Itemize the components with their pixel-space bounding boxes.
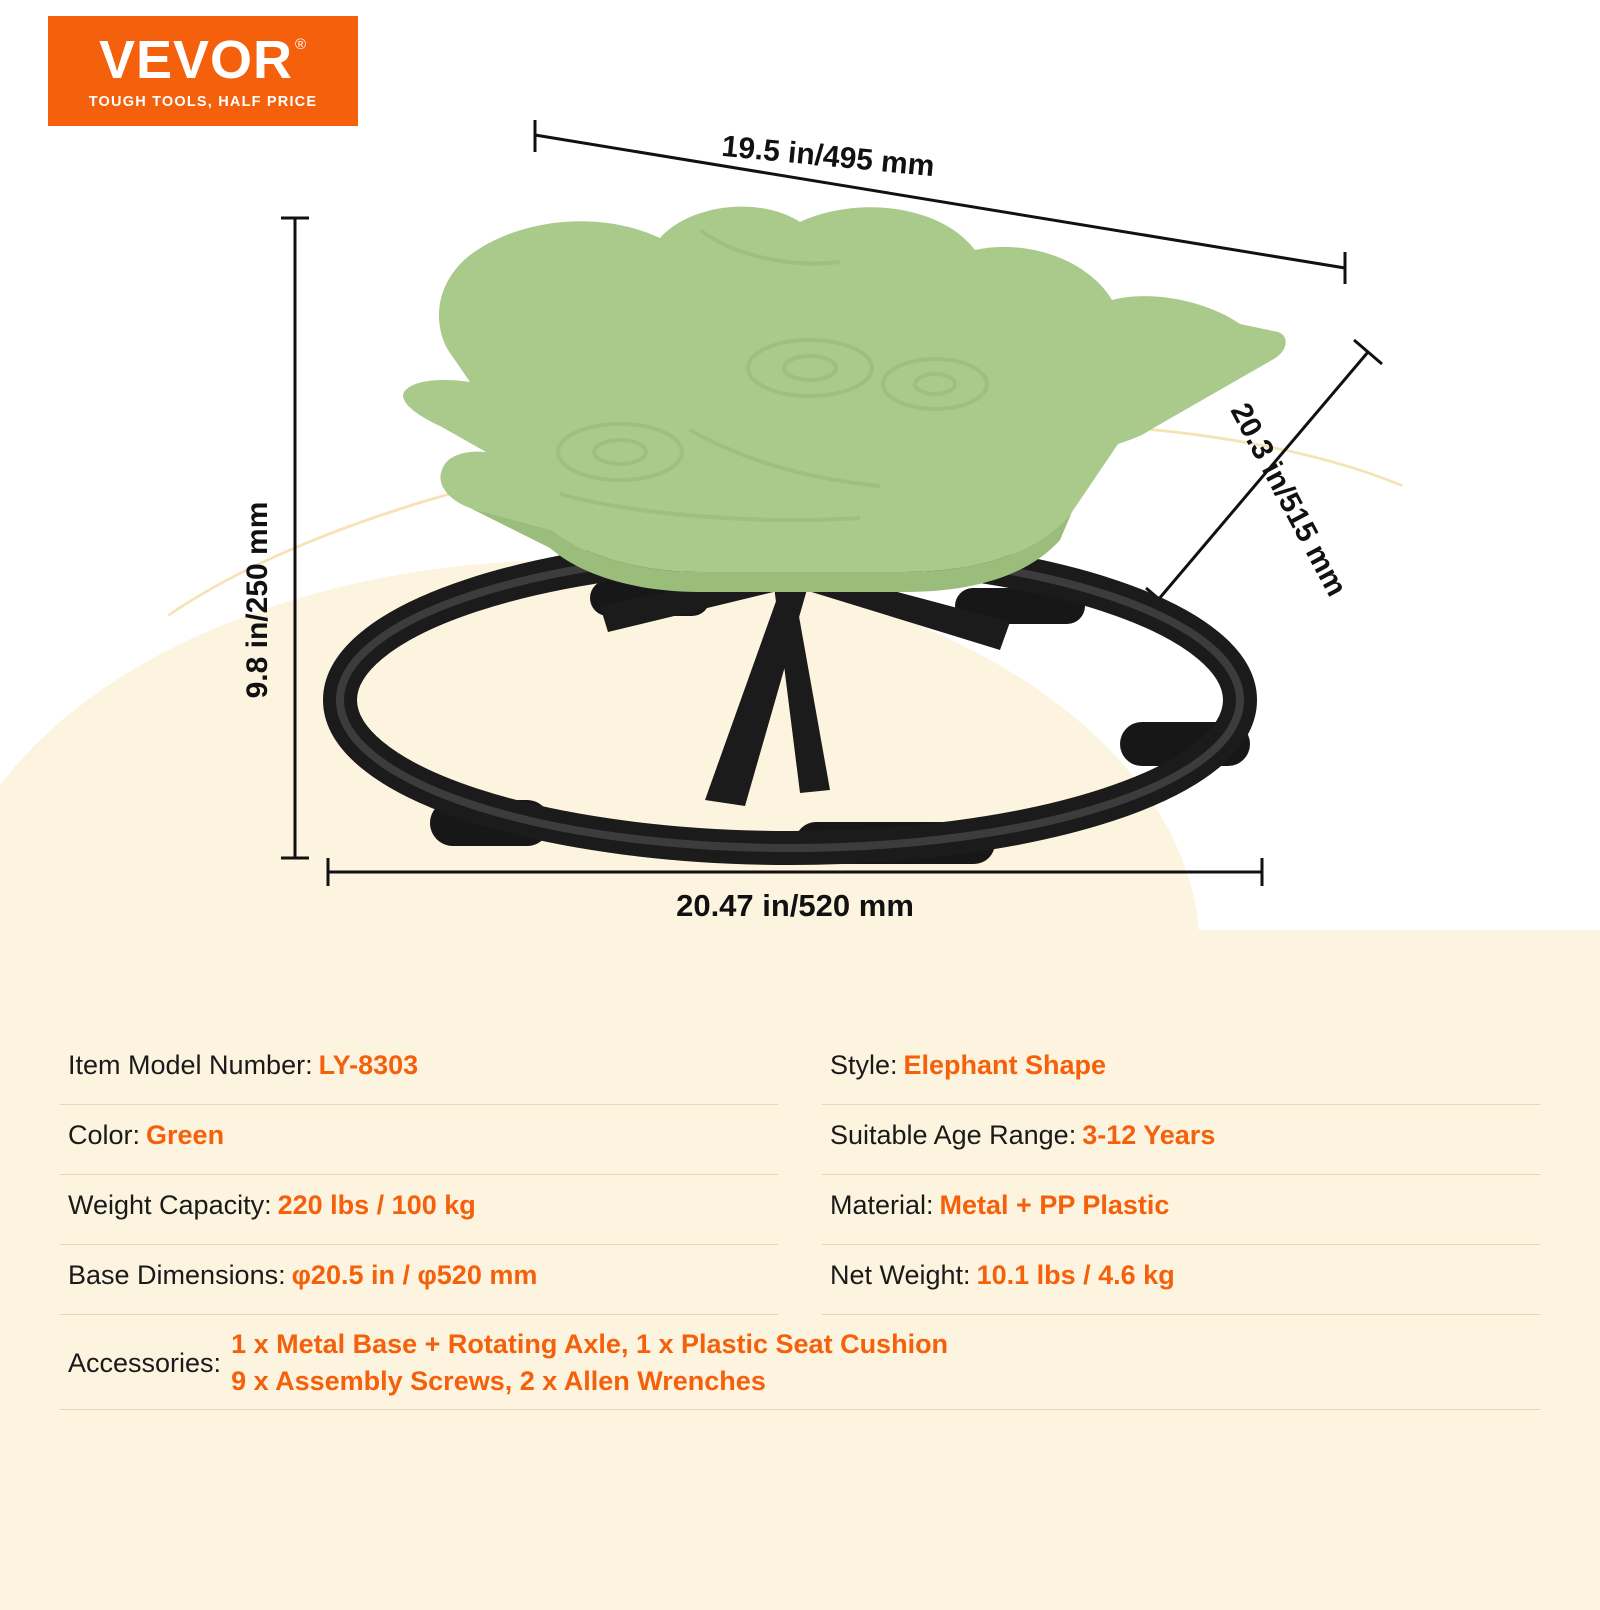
spec-label: Color: [68, 1120, 141, 1150]
registered-mark-icon: ® [294, 35, 308, 53]
spec-label: Net Weight: [830, 1260, 971, 1290]
spec-value: Metal + PP Plastic [939, 1190, 1170, 1220]
spec-table [60, 1035, 1540, 1410]
dimension-label-height: 9.8 in/250 mm [241, 501, 274, 699]
logo-tagline: TOUGH TOOLS, HALF PRICE [88, 93, 318, 110]
logo-wordmark [98, 29, 308, 90]
logo-brand-name: VEVOR [98, 29, 294, 90]
spec-value: Elephant Shape [903, 1050, 1107, 1080]
spec-label: Material: [830, 1190, 934, 1220]
spec-value: 10.1 lbs / 4.6 kg [976, 1260, 1175, 1290]
spec-row-color [60, 1105, 778, 1175]
spec-row-age-range [822, 1105, 1540, 1175]
dimension-label-base: 20.47 in/520 mm [676, 888, 914, 923]
accessories-line-1: 1 x Metal Base + Rotating Axle, 1 x Plastic Seat Cushion [231, 1329, 949, 1359]
accessories-line-2: 9 x Assembly Screws, 2 x Allen Wrenches [231, 1366, 766, 1396]
accessories-values [231, 1329, 948, 1397]
dimension-label-depth: 20.3 in/515 mm [1223, 397, 1354, 602]
spec-value: φ20.5 in / φ520 mm [291, 1260, 538, 1290]
spec-label: Base Dimensions: [68, 1260, 286, 1290]
spec-value: 220 lbs / 100 kg [277, 1190, 476, 1220]
spec-label: Item Model Number: [68, 1050, 313, 1080]
spec-value: Green [146, 1120, 225, 1150]
spec-row-weight-capacity [60, 1175, 778, 1245]
dimension-label-width: 19.5 in/495 mm [720, 129, 936, 184]
spec-row-accessories [60, 1315, 1540, 1410]
spec-row-net-weight [822, 1245, 1540, 1315]
vevor-logo [48, 16, 358, 126]
seat-cushion [403, 207, 1286, 592]
spec-row-base-dimensions [60, 1245, 778, 1315]
spec-row-material [822, 1175, 1540, 1245]
spec-row-model [60, 1035, 778, 1105]
spec-label: Weight Capacity: [68, 1190, 272, 1220]
spec-value: LY-8303 [318, 1050, 419, 1080]
spec-grid [60, 1035, 1540, 1315]
spec-label: Accessories: [68, 1347, 222, 1378]
spec-value: 3-12 Years [1082, 1120, 1216, 1150]
spec-label: Style: [830, 1050, 898, 1080]
spec-row-style [822, 1035, 1540, 1105]
spec-label: Suitable Age Range: [830, 1120, 1077, 1150]
